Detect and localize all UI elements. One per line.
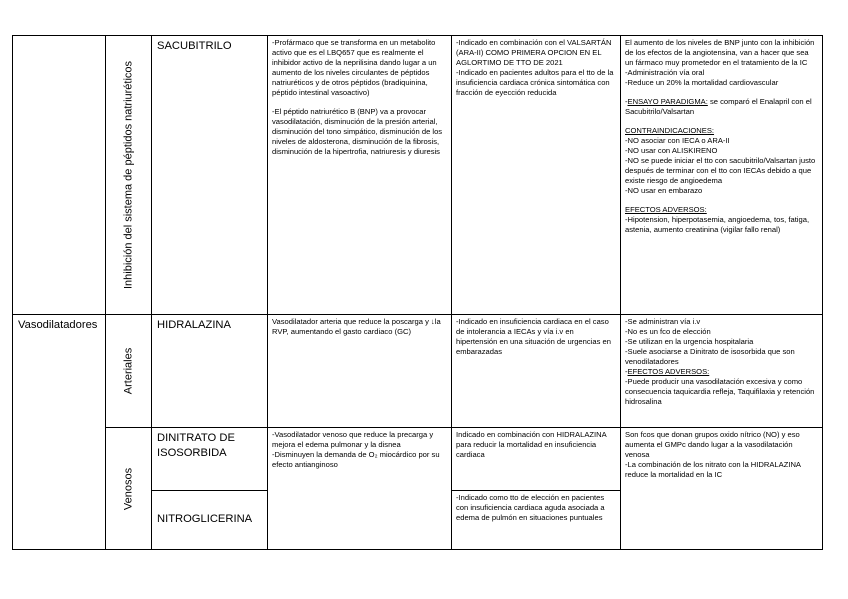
ensayo-line <box>625 97 818 117</box>
notes-cell <box>621 36 823 315</box>
mechanism-cell <box>268 428 452 550</box>
mechanism-text: -El péptido natriurético B (BNP) va a provocar vasodilatación, disminución de la presión arterial, disminución del tono simpático, disminución de los niveles de aldosterona, disminución de la fibrosis, disminución de la hipertrofia, natriuresis y diuresis <box>272 107 443 157</box>
subgroup-cell-venosos <box>106 428 152 550</box>
drug-table <box>12 35 823 550</box>
indication-text: -Indicado en combinación con el VALSARTÁN (ARA-II) COMO PRIMERA OPCION EN EL AGLORTIMO DE TTO DE 2021 <box>456 38 612 68</box>
ensayo-text: se comparó el Enalapril con el Sacubitrilo/Valsartan <box>625 97 812 117</box>
contraindication-item: -NO se puede iniciar el tto con sacubitrilo/Valsartan justo después de terminar con el tto con IECAs debido a que existe riesgo de angioedema <box>625 156 816 186</box>
table-row <box>13 428 823 491</box>
contraindication-item: -NO asociar con IECA o ARA-II <box>625 136 730 146</box>
notes-text: -Se utilizan en la urgencia hospitalaria <box>625 337 754 347</box>
drug-name-hidralazina: HIDRALAZINA <box>152 315 268 428</box>
notes-text: -No es un fco de elección <box>625 327 711 337</box>
indications-cell: -Indicado en insuficiencia cardiaca en el caso de intolerancia a IECAs y vía i.v en hipertensión en una situación de urgencias en embarazadas <box>452 315 621 428</box>
group-label: Inhibición del sistema de péptidos natriuréticos <box>122 60 135 290</box>
indications-cell <box>452 36 621 315</box>
adverse-effects-text: -Hipotension, hiperpotasemia, angioedema, tos, fatiga, astenia, aumento creatinina (vigilar fallo renal) <box>625 215 810 235</box>
contraindications-title: CONTRAINDICACIONES: <box>625 126 715 136</box>
subgroup-label: Venosos <box>122 467 135 510</box>
notes-cell <box>621 428 823 550</box>
notes-text: -Reduce un 20% la mortalidad cardiovascular <box>625 78 779 88</box>
mechanism-cell <box>268 36 452 315</box>
notes-text: Son fcos que donan grupos oxido nítrico (NO) y eso aumenta el GMPc dando lugar a la vasodilatación venosa <box>625 430 800 460</box>
contraindication-item: -NO usar con ALISKIRENO <box>625 146 718 156</box>
adverse-effects-title: EFECTOS ADVERSOS: <box>625 205 707 215</box>
table-row <box>13 36 823 315</box>
table-row <box>13 315 823 428</box>
ensayo-prefix: - <box>625 97 628 107</box>
notes-text: -Administración vía oral <box>625 68 705 78</box>
drug-name-nitroglicerina: NITROGLICERINA <box>152 491 268 550</box>
indication-text: -Indicado en pacientes adultos para el tto de la insuficiencia cardiaca crónica sintomática con fracción de eyección reducida <box>456 68 614 98</box>
adverse-line <box>625 367 818 377</box>
mechanism-cell: Vasodilatador arteria que reduce la poscarga y ↓la RVP, aumentando el gasto cardiaco (GC) <box>268 315 452 428</box>
notes-text: -Suele asociarse a Dinitrato de isosorbida que son venodilatadores <box>625 347 795 367</box>
drug-name-dinitrato: DINITRATO DE ISOSORBIDA <box>152 428 268 491</box>
indications-cell: -Indicado como tto de elección en pacientes con insuficiencia cardiaca aguda asociada a edema de pulmón en situaciones puntuales <box>452 491 621 550</box>
adverse-effects-title: EFECTOS ADVERSOS: <box>627 367 710 377</box>
adverse-effects-text: -Puede producir una vasodilatación excesiva y como consecuencia taquicardia refleja, Taquifilaxia y retención hidrosalina <box>625 377 815 407</box>
notes-text: -Se administran vía i.v <box>625 317 701 326</box>
mechanism-text: -Profármaco que se transforma en un metabolito activo que es el LBQ657 que es realmente el inhibidor activo de la neprilisina dando lugar a un aumento de los niveles circulantes de péptidos natriuréticos y de otros péptidos (bradiquinina, péptido intestinal vasoactivo) <box>272 38 437 98</box>
ensayo-title: ENSAYO PARADIGMA: <box>627 97 708 107</box>
empty-cell <box>13 36 106 315</box>
notes-cell <box>621 315 823 428</box>
subgroup-cell-arteriales <box>106 315 152 428</box>
notes-text: -La combinación de los nitrato con la HIDRALAZINA reduce la mortalidad en la IC <box>625 460 801 480</box>
group-cell-natriureticos <box>106 36 152 315</box>
contraindication-item: -NO usar en embarazo <box>625 186 703 196</box>
mechanism-text: -Disminuyen la demanda de O₂ miocárdico por su efecto antianginoso <box>272 450 440 470</box>
notes-text: El aumento de los niveles de BNP junto con la inhibición de los efectos de la angiotensina, van a hacer que sea un fármaco muy prometedor en el tratamiento de la IC <box>625 38 815 68</box>
adverse-prefix: - <box>625 367 628 377</box>
subgroup-label: Arteriales <box>122 347 135 395</box>
group-cell-vasodilatadores: Vasodilatadores <box>13 315 106 550</box>
drug-name-sacubitrilo: SACUBITRILO <box>152 36 268 315</box>
mechanism-text: -Vasodilatador venoso que reduce la precarga y mejora el edema pulmonar y la disnea <box>272 430 434 450</box>
indications-cell: Indicado en combinación con HIDRALAZINA para reducir la mortalidad en insuficiencia cardiaca <box>452 428 621 491</box>
